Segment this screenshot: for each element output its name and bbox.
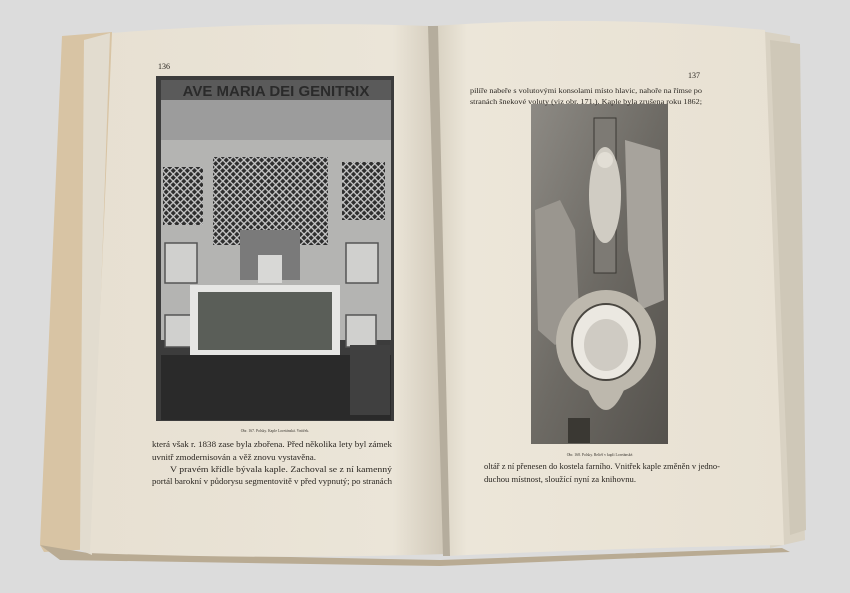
right-body-line: duchou místnost, sloužící nyní za knihovnu.: [484, 475, 636, 484]
right-body-line: stranách šnekové voluty (viz obr. 171.). Kaple byla zrušena roku 1862;: [470, 98, 702, 106]
left-body-line: portál barokní v půdorysu segmentovitě v před vypnutý; po stranách: [152, 477, 392, 486]
relief-photo: [531, 104, 668, 444]
left-body-line: která však r. 1838 zase byla zbořena. Před několika lety byl zámek: [152, 440, 394, 449]
right-body-line: pilíře nabeře s volutovými konsolami místo hlavic, nahoře na římse po: [470, 87, 703, 95]
right-photo-caption: Obr. 168. Polsky. Reliéf v kapli Loretánské.: [566, 453, 634, 457]
right-page-number: 137: [688, 71, 700, 80]
left-photo-caption: Obr. 167. Polsky. Kaple Loretánská. Vnitřek.: [240, 429, 310, 433]
chapel-interior-photo: [156, 76, 394, 421]
left-body-line: V pravém křídle bývala kaple. Zachoval se z ní kamenný: [170, 465, 394, 474]
altar-banner-text: AVE MARIA DEI GENITRIX: [182, 83, 370, 100]
right-body-line: oltář z ní přenesen do kostela farního. Vnitřek kaple změněn v jedno-: [484, 462, 721, 471]
left-page-number: 136: [158, 62, 170, 71]
left-body-line: uvnitř zmodernisován a věž znovu vystavěna.: [152, 453, 316, 462]
